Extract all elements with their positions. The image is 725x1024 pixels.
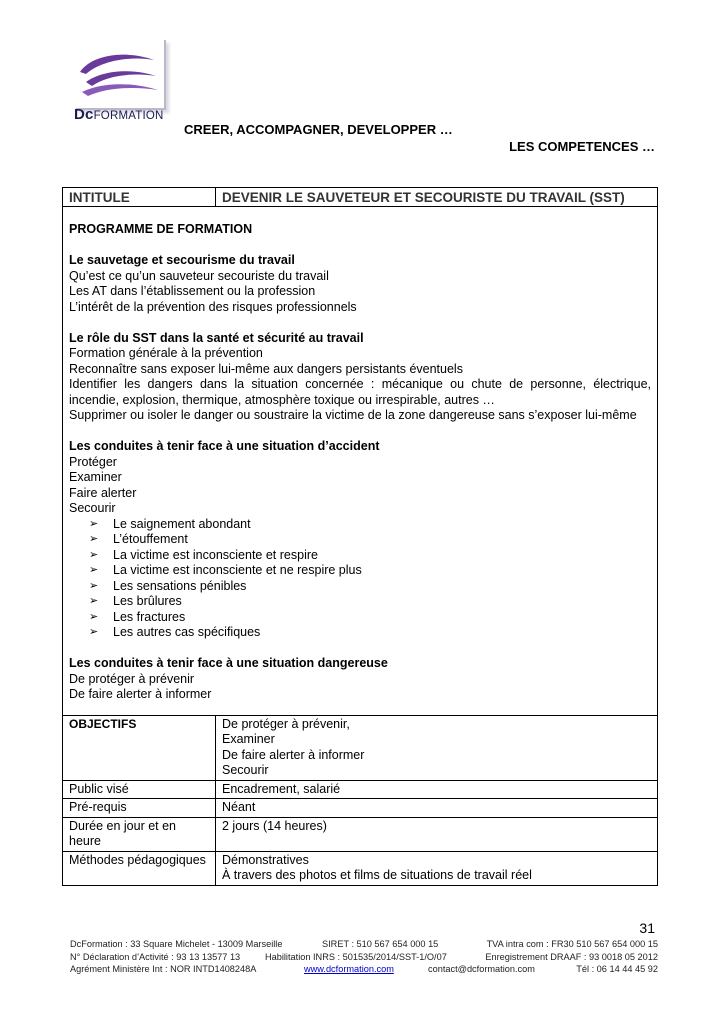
list-item [89,532,651,548]
section-line: Protéger [69,454,117,469]
section-heading: Les conduites à tenir face à une situation d’accident [69,439,380,453]
list-item [89,594,651,610]
section-line: Supprimer ou isoler le danger ou soustraire la victime de la zone dangereuse sans s’exposer lui-même [69,408,637,422]
section-line: De protéger à prévenir [69,671,195,686]
footer-email: contact@dcformation.com [428,964,535,974]
arrow-bullet-icon: ➢ [89,610,99,623]
list-item [89,563,651,579]
arrow-bullet-icon: ➢ [89,595,99,607]
duree-label: Durée en jour et en heure [63,818,216,851]
programme-row [63,207,657,716]
list-item-label: Les autres cas spécifiques [113,625,261,639]
footer-row [70,951,658,964]
methodes-label: Méthodes pédagogiques [63,852,216,885]
objectifs-label: OBJECTIFS [63,716,216,780]
page-number: 31 [639,920,655,936]
footer-website-link[interactable]: www.dcformation.com [304,964,394,974]
footer-tva: TVA intra com : FR30 510 567 654 000 15 [486,939,658,949]
methodes-row [63,852,657,885]
footer-habilitation: Habilitation INRS : 501535/2014/SST-1/O/07 [265,951,447,962]
section-line: De faire alerter à informer [69,687,212,701]
footer-row [70,938,658,951]
tagline-line1: CREER, ACCOMPAGNER, DEVELOPPER … [184,122,453,137]
list-item-label: Les sensations pénibles [113,578,247,593]
programme-title: PROGRAMME DE FORMATION [69,222,253,236]
prerequis-label: Pré-requis [63,799,216,817]
methode-line: Démonstratives [222,852,309,867]
list-item-label: La victime est inconsciente et ne respire plus [113,563,362,577]
objectif-line: De faire alerter à informer [222,747,365,762]
arrow-bullet-icon: ➢ [89,579,99,592]
methodes-value [216,852,657,885]
prerequis-value: Néant [222,800,256,814]
tagline-line2: LES COMPETENCES … [509,139,655,154]
footer-row [70,963,658,976]
list-item [89,517,651,533]
intitule-value: DEVENIR LE SAUVETEUR ET SECOURISTE DU TRAVAIL (SST) [222,190,625,205]
section-line: Faire alerter [69,485,137,500]
section-line: Les AT dans l’établissement ou la profession [69,284,316,298]
list-item-label: L’étouffement [113,532,188,546]
company-logo [72,40,168,122]
footer-phone: Tél : 06 14 44 45 92 [576,964,658,974]
section-line: Formation générale à la prévention [69,346,263,360]
section-heading: Le sauvetage et secourisme du travail [69,253,295,267]
footer-address: DcFormation : 33 Square Michelet - 13009 Marseille [70,939,283,949]
objectifs-row [63,716,657,781]
public-row [63,781,657,800]
arrow-bullet-icon: ➢ [89,548,99,561]
list-item-label: Les fractures [113,609,186,624]
intitule-label: INTITULE [63,188,216,206]
list-item [89,579,651,595]
logo-suffix: FORMATION [93,110,164,122]
objectif-line: Examiner [222,732,275,746]
prerequis-row [63,799,657,818]
arrow-bullet-icon: ➢ [89,564,99,576]
section-line: Examiner [69,470,122,484]
programme-table [62,187,658,886]
list-item-label: Les brûlures [113,594,182,608]
list-item [89,610,651,626]
section-line: Secourir [69,501,116,515]
arrow-bullet-icon: ➢ [89,626,99,638]
page-footer [70,938,658,976]
section-heading: Le rôle du SST dans la santé et sécurité au travail [69,330,364,345]
duree-row [63,818,657,852]
intitule-row [63,188,657,207]
duree-value: 2 jours (14 heures) [222,818,327,833]
objectif-line: Secourir [222,763,269,777]
list-item [89,548,651,564]
public-label: Public visé [63,781,216,799]
section-line: Identifier les dangers dans la situation concernée : mécanique ou chute de personne, électrique, incendie, explosion, thermique, atmosphère toxique ou irrespirable, autres … [69,377,651,407]
section-heading: Les conduites à tenir face à une situation dangereuse [69,656,388,670]
footer-declaration: N° Déclaration d’Activité : 93 13 13577 13 [70,951,241,962]
programme-content [63,207,657,715]
objectif-line: De protéger à prévenir, [222,716,350,731]
footer-draaf: Enregistrement DRAAF : 93 0018 05 2012 [485,951,658,962]
section-line: Qu’est ce qu’un sauveteur secouriste du travail [69,268,329,283]
arrow-bullet-icon: ➢ [89,533,99,545]
methode-line: À travers des photos et films de situations de travail réel [222,868,532,882]
list-item [89,625,651,641]
public-value: Encadrement, salarié [222,781,341,796]
section-line: Reconnaître sans exposer lui-même aux dangers persistants éventuels [69,361,463,376]
list-item-label: Le saignement abondant [113,516,251,531]
footer-siret: SIRET : 510 567 654 000 15 [322,939,439,949]
list-item-label: La victime est inconsciente et respire [113,547,318,562]
logo-swoosh-icon [72,42,164,108]
secourir-bullet-list [69,517,651,641]
logo-wordmark [74,106,164,123]
arrow-bullet-icon: ➢ [89,517,99,530]
footer-agrement: Agrément Ministère Int : NOR INTD1408248A [70,964,257,974]
objectifs-value [216,716,657,780]
logo-prefix: Dc [74,106,94,123]
section-line: L’intérêt de la prévention des risques professionnels [69,299,357,314]
